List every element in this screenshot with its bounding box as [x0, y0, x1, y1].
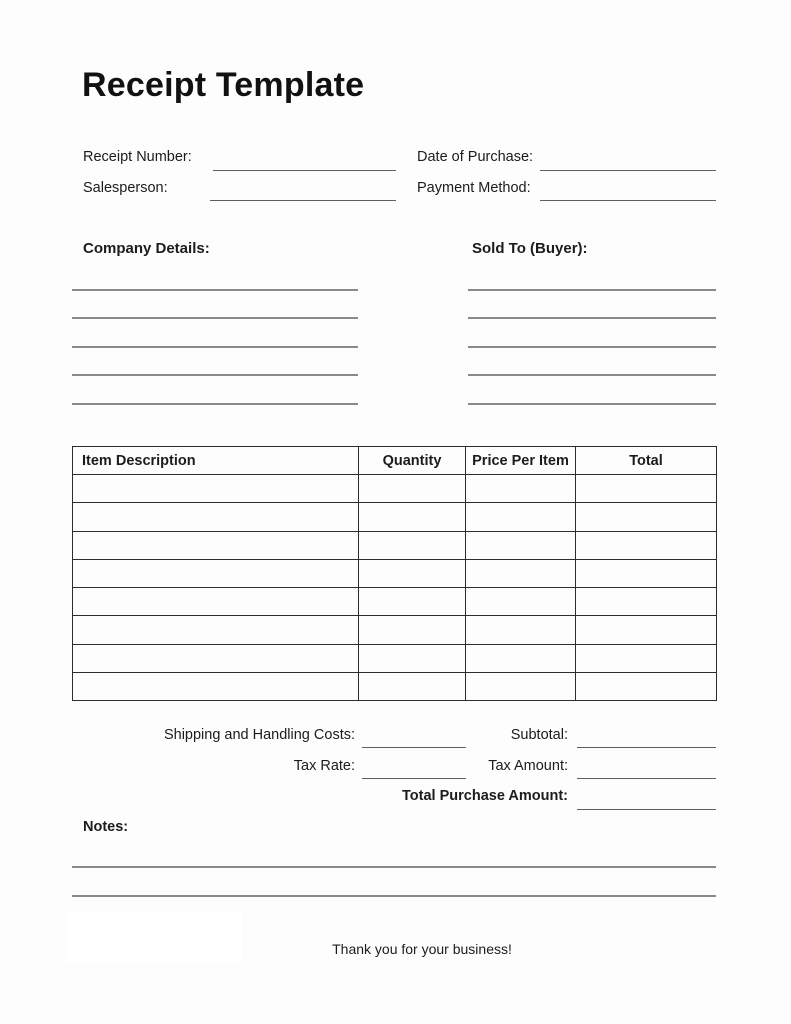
items-table-row: [73, 531, 717, 559]
date-of-purchase-field[interactable]: [540, 170, 716, 171]
tax-rate-field[interactable]: [362, 778, 466, 779]
notes-lines: [72, 838, 716, 897]
subtotal-label: Subtotal:: [510, 727, 568, 743]
subtotal-field[interactable]: [577, 747, 716, 748]
total-cell[interactable]: [576, 588, 717, 616]
quantity-cell[interactable]: [359, 588, 466, 616]
quantity-cell[interactable]: [359, 531, 466, 559]
column-header-quantity: Quantity: [359, 447, 466, 475]
total-cell[interactable]: [576, 559, 717, 587]
item-description-cell[interactable]: [73, 673, 359, 701]
notes-blank-line[interactable]: [72, 868, 716, 898]
sold-to-blank-line[interactable]: [468, 291, 716, 320]
date-of-purchase-label: Date of Purchase:: [417, 149, 534, 165]
total-cell[interactable]: [576, 644, 717, 672]
company-details-blank-line[interactable]: [72, 376, 358, 405]
payment-method-field[interactable]: [540, 200, 716, 201]
column-header-total: Total: [576, 447, 717, 475]
tax-amount-field[interactable]: [577, 778, 716, 779]
sold-to-blank-line[interactable]: [468, 319, 716, 348]
quantity-cell[interactable]: [359, 616, 466, 644]
quantity-cell[interactable]: [359, 673, 466, 701]
shipping-handling-field[interactable]: [362, 747, 466, 748]
column-header-item-description: Item Description: [73, 447, 359, 475]
sold-to-blank-line[interactable]: [468, 348, 716, 377]
column-header-price-per-item: Price Per Item: [466, 447, 576, 475]
receipt-number-field[interactable]: [213, 170, 396, 171]
item-description-cell[interactable]: [73, 475, 359, 503]
total-cell[interactable]: [576, 531, 717, 559]
price-per-item-cell[interactable]: [466, 559, 576, 587]
quantity-cell[interactable]: [359, 559, 466, 587]
receipt-number-label: Receipt Number:: [83, 149, 192, 165]
quantity-cell[interactable]: [359, 475, 466, 503]
item-description-cell[interactable]: [73, 503, 359, 531]
items-table: [72, 446, 717, 701]
total-cell[interactable]: [576, 475, 717, 503]
company-details-blank-line[interactable]: [72, 348, 358, 377]
items-table-row: [73, 673, 717, 701]
price-per-item-cell[interactable]: [466, 588, 576, 616]
total-cell[interactable]: [576, 673, 717, 701]
salesperson-field[interactable]: [210, 200, 396, 201]
salesperson-label: Salesperson:: [83, 180, 168, 196]
page-title: Receipt Template: [82, 66, 365, 104]
item-description-cell[interactable]: [73, 559, 359, 587]
item-description-cell[interactable]: [73, 531, 359, 559]
sold-to-label: Sold To (Buyer):: [472, 240, 588, 257]
total-cell[interactable]: [576, 616, 717, 644]
total-purchase-amount-field[interactable]: [577, 809, 716, 810]
company-details-blank-line[interactable]: [72, 291, 358, 320]
quantity-cell[interactable]: [359, 644, 466, 672]
tax-amount-label: Tax Amount:: [488, 758, 568, 774]
price-per-item-cell[interactable]: [466, 531, 576, 559]
item-description-cell[interactable]: [73, 588, 359, 616]
sold-to-lines: [468, 262, 716, 405]
payment-method-label: Payment Method:: [417, 180, 531, 196]
total-purchase-amount-label: Total Purchase Amount:: [402, 788, 568, 804]
thank-you-message: Thank you for your business!: [332, 941, 512, 957]
price-per-item-cell[interactable]: [466, 475, 576, 503]
price-per-item-cell[interactable]: [466, 503, 576, 531]
item-description-cell[interactable]: [73, 616, 359, 644]
items-table-row: [73, 616, 717, 644]
company-details-blank-line[interactable]: [72, 262, 358, 291]
quantity-cell[interactable]: [359, 503, 466, 531]
item-description-cell[interactable]: [73, 644, 359, 672]
notes-blank-line[interactable]: [72, 838, 716, 868]
price-per-item-cell[interactable]: [466, 644, 576, 672]
items-table-row: [73, 644, 717, 672]
sold-to-blank-line[interactable]: [468, 376, 716, 405]
shipping-handling-label: Shipping and Handling Costs:: [163, 727, 355, 743]
total-cell[interactable]: [576, 503, 717, 531]
items-table-row: [73, 588, 717, 616]
notes-label: Notes:: [83, 819, 129, 835]
tax-rate-label: Tax Rate:: [293, 758, 355, 774]
price-per-item-cell[interactable]: [466, 673, 576, 701]
company-details-label: Company Details:: [83, 240, 210, 257]
price-per-item-cell[interactable]: [466, 616, 576, 644]
sold-to-blank-line[interactable]: [468, 262, 716, 291]
items-table-row: [73, 503, 717, 531]
company-details-lines: [72, 262, 358, 405]
items-table-header-row: [73, 447, 717, 475]
company-details-blank-line[interactable]: [72, 319, 358, 348]
items-table-row: [73, 559, 717, 587]
items-table-row: [73, 475, 717, 503]
